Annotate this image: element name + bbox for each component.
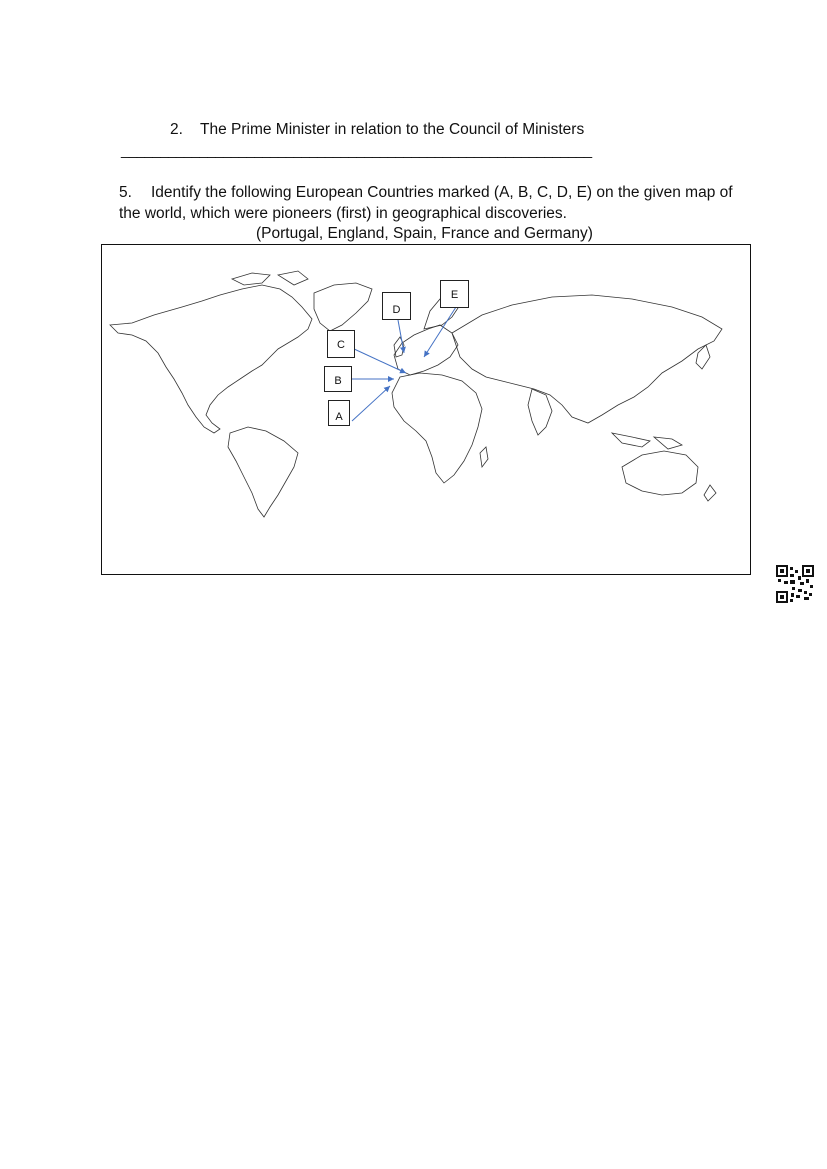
africa <box>392 373 482 483</box>
answer-line: ____________________________________________________________ <box>121 142 592 159</box>
australia <box>622 451 698 495</box>
label-c: C <box>327 330 355 358</box>
question-5-number: 5. <box>119 184 132 201</box>
question-2-text: The Prime Minister in relation to the Council of Ministers <box>200 121 585 138</box>
question-5 <box>119 182 739 224</box>
label-d: D <box>382 292 411 320</box>
label-e: E <box>440 280 469 308</box>
asia <box>452 295 722 423</box>
qr-code-icon <box>776 565 814 603</box>
question-2-number: 2. <box>170 121 183 138</box>
world-map-outline <box>102 245 752 576</box>
arrow-c <box>352 348 406 373</box>
label-a: A <box>328 400 350 426</box>
world-map <box>101 244 751 575</box>
greenland <box>314 283 372 331</box>
label-arrows <box>352 307 456 421</box>
continents <box>110 271 722 517</box>
question-2 <box>170 121 584 139</box>
arrow-a <box>352 386 390 421</box>
north-america <box>110 285 312 433</box>
india <box>528 389 552 435</box>
label-b: B <box>324 366 352 392</box>
question-5-text: Identify the following European Countries marked (A, B, C, D, E) on the given map of the world, which were pioneers (first) in geographical discoveries. <box>119 184 733 222</box>
question-5-options: (Portugal, England, Spain, France and Germany) <box>256 225 593 242</box>
south-america <box>228 427 298 517</box>
